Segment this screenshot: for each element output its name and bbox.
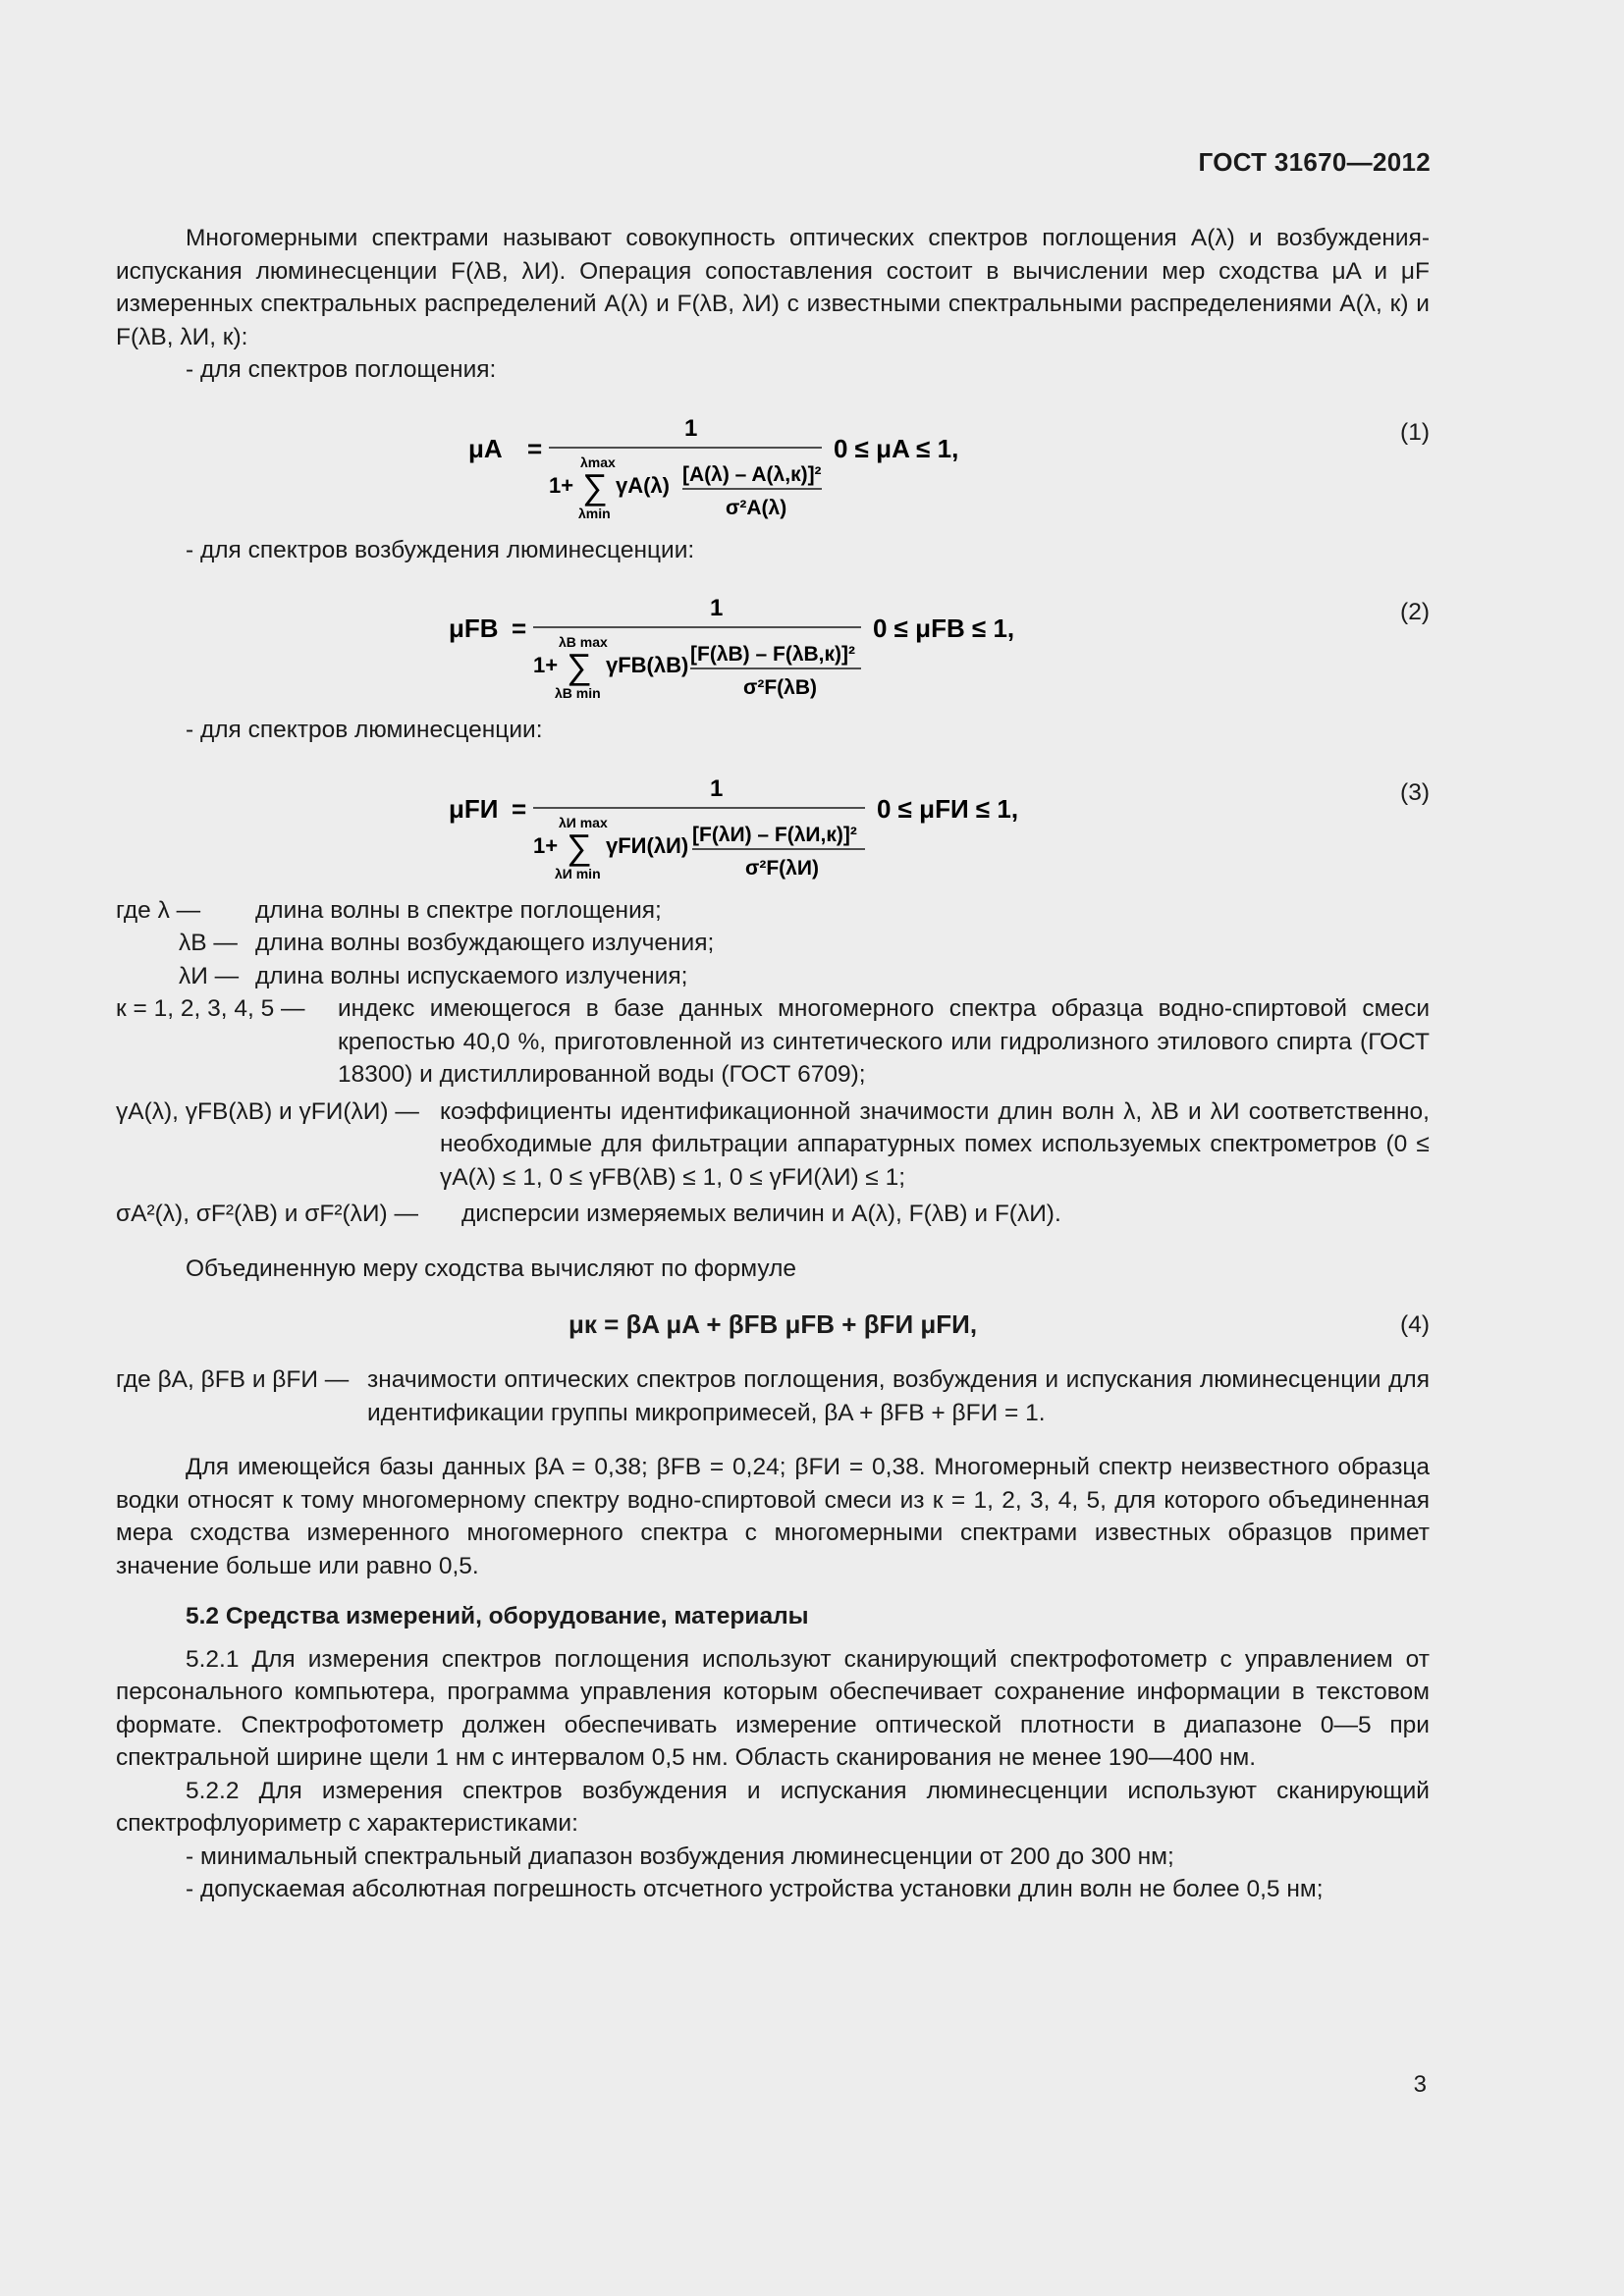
formula-4-number: (4) <box>1400 1311 1430 1338</box>
def-lambda <box>116 894 1430 928</box>
paragraph-5-2-1: 5.2.1 Для измерения спектров поглощения используют сканирующий спектрофотометр с управлением от персонального компьютера, программа управления которым обеспечивает сохранение информации в текстовом формате. Спектрофотометр должен обеспечивать измерение оптической плотности в диапазоне 0—5 при спектральной ширине щели 1 нм с интервалом 0,5 нм. Область сканирования не менее 190—400 нм. <box>116 1645 1430 1771</box>
def-lambda-text: длина волны в спектре поглощения; <box>255 896 662 924</box>
formula-1-weight: γA(λ) <box>616 472 671 498</box>
svg-text:=: = <box>512 614 527 643</box>
formula-2-frac-den: σ²F(λB) <box>743 676 818 699</box>
formula-3-frac-den: σ²F(λИ) <box>745 856 819 880</box>
formula-3-sum-lower: λИ min <box>555 865 601 881</box>
svg-text:∑: ∑ <box>567 646 592 686</box>
def-lambda-i-label: λИ — <box>179 962 240 989</box>
formula-1-condition: 0 ≤ μA ≤ 1, <box>834 433 959 463</box>
def-sigma-label: σA²(λ), σF²(λB) и σF²(λИ) — <box>116 1201 418 1227</box>
item-absorption: - для спектров поглощения: <box>186 356 497 383</box>
formula-1-frac-num: [A(λ) – A(λ,к)]² <box>682 462 822 486</box>
bullet-spectral-range: - минимальный спектральный диапазон возбуждения люминесценции от 200 до 300 нм; <box>186 1842 1174 1870</box>
def-lambda-i <box>116 960 1430 993</box>
formula-3-numerator: 1 <box>710 774 724 802</box>
formula-2-condition: 0 ≤ μFB ≤ 1, <box>873 614 1015 643</box>
formula-2-lhs: μFB <box>449 614 499 643</box>
def-lambda-b <box>116 927 1430 960</box>
formula-2-numerator: 1 <box>710 595 724 621</box>
def-sigma-text: дисперсии измеряемых величин и A(λ), F(λB) и F(λИ). <box>461 1201 1061 1227</box>
def-lambda-b-label: λB — <box>179 930 238 956</box>
section-heading: 5.2 Средства измерений, оборудование, материалы <box>186 1603 809 1629</box>
def-gamma-text: коэффициенты идентификационной значимости длин волн λ, λB и λИ соответственно, необходимые для фильтрации аппаратурных помех используемых спектрометров (0 ≤ γA(λ) ≤ 1, 0 ≤ γFB(λB) ≤ 1, 0 ≤ γFИ(λИ) ≤ 1; <box>440 1097 1430 1191</box>
def-k-index <box>116 992 1430 1092</box>
formula-4-expression: μк = βA μA + βFB μFB + βFИ μFИ, <box>568 1309 978 1339</box>
def-sigma <box>116 1198 1430 1231</box>
formula-1-den-prefix: 1+ <box>549 472 574 498</box>
formula-2-sum-lower: λB min <box>555 685 601 701</box>
document-body <box>116 222 1430 1906</box>
formula-2-number: (2) <box>1400 599 1430 625</box>
formula-1-sum-lower: λmin <box>578 505 611 521</box>
formula-3 <box>116 757 1430 884</box>
formula-3-lhs: μFИ <box>449 793 499 824</box>
def-lambda-label: где λ — <box>116 896 201 924</box>
formula-3-condition: 0 ≤ μFИ ≤ 1, <box>877 793 1019 824</box>
formula-2-frac-num: [F(λB) – F(λB,к)]² <box>690 643 855 666</box>
combined-where-text: значимости оптических спектров поглощения, возбуждения и испускания люминесценции для идентификации группы микропримесей, βA + βFB + βFИ = 1. <box>367 1366 1430 1426</box>
formula-1-graphic <box>468 397 1077 524</box>
paragraph-5-2-2: 5.2.2 Для измерения спектров возбуждения и испускания люминесценции используют сканирующий спектрофлуориметр с характеристиками: <box>116 1777 1430 1837</box>
formula-3-den-prefix: 1+ <box>533 832 559 858</box>
document-header: ГОСТ 31670—2012 <box>1198 147 1431 177</box>
formula-3-graphic <box>449 757 1097 884</box>
def-gamma-label: γA(λ), γFB(λB) и γFИ(λИ) — <box>116 1097 419 1125</box>
formula-3-number: (3) <box>1400 778 1430 806</box>
formula-2-sum-upper: λB max <box>559 634 608 650</box>
item-excitation: - для спектров возбуждения люминесценции: <box>186 536 695 563</box>
svg-text:=: = <box>527 433 543 463</box>
svg-text:∑: ∑ <box>567 826 592 867</box>
def-gamma <box>116 1095 1430 1195</box>
bullet-error: - допускаемая абсолютная погрешность отсчетного устройства установки длин волн не более 0,5 нм; <box>186 1876 1324 1902</box>
formula-4 <box>116 1295 1430 1356</box>
svg-text:=: = <box>512 793 527 824</box>
formula-1-sum-upper: λmax <box>580 454 616 470</box>
formula-2-weight: γFB(λB) <box>606 653 689 677</box>
svg-text:∑: ∑ <box>582 465 608 507</box>
formula-1-number: (1) <box>1400 418 1430 446</box>
def-lambda-b-text: длина волны возбуждающего излучения; <box>255 930 715 956</box>
formula-2 <box>116 576 1430 704</box>
combined-intro: Объединенную меру сходства вычисляют по формуле <box>186 1255 797 1282</box>
formula-1 <box>116 397 1430 524</box>
intro-paragraph: Многомерными спектрами называют совокупность оптических спектров поглощения A(λ) и возбуждения-испускания люминесценции F(λB, λИ). Операция сопоставления состоит в вычислении мер сходства μA и μF измеренных спектральных распределений A(λ) и F(λB, λИ) с известными спектральными распределениями A(λ, к) и F(λB, λИ, к): <box>116 225 1430 350</box>
def-k-label: к = 1, 2, 3, 4, 5 — <box>116 995 305 1022</box>
item-luminescence: - для спектров люминесценции: <box>186 717 543 743</box>
formula-3-frac-num: [F(λИ) – F(λИ,к)]² <box>692 823 857 846</box>
formula-1-lhs: μA <box>468 433 503 463</box>
formula-2-graphic <box>449 576 1097 704</box>
formula-3-weight: γFИ(λИ) <box>606 832 689 858</box>
formula-1-numerator: 1 <box>684 414 698 442</box>
database-paragraph: Для имеющейся базы данных βA = 0,38; βFB = 0,24; βFИ = 0,38. Многомерный спектр неизвестного образца водки относят к тому многомерному спектру водно-спиртовой смеси из к = 1, 2, 3, 4, 5, для которого объединенная мера сходства измеренного многомерного спектра с многомерными спектрами известных образцов примет значение больше или равно 0,5. <box>116 1454 1430 1579</box>
formula-3-sum-upper: λИ max <box>559 814 608 830</box>
def-k-text: индекс имеющегося в базе данных многомерного спектра образца водно-спиртовой смеси крепостью 40,0 %, приготовленной из синтетического или гидролизного этилового спирта (ГОСТ 18300) и дистиллированной воды (ГОСТ 6709); <box>338 995 1430 1088</box>
combined-where-label: где βA, βFB и βFИ — <box>116 1366 350 1393</box>
def-lambda-i-text: длина волны испускаемого излучения; <box>255 962 688 989</box>
formula-2-den-prefix: 1+ <box>533 653 559 677</box>
page-number: 3 <box>1413 2071 1427 2098</box>
combined-where <box>116 1363 1430 1429</box>
formula-1-frac-den: σ²A(λ) <box>726 496 787 519</box>
